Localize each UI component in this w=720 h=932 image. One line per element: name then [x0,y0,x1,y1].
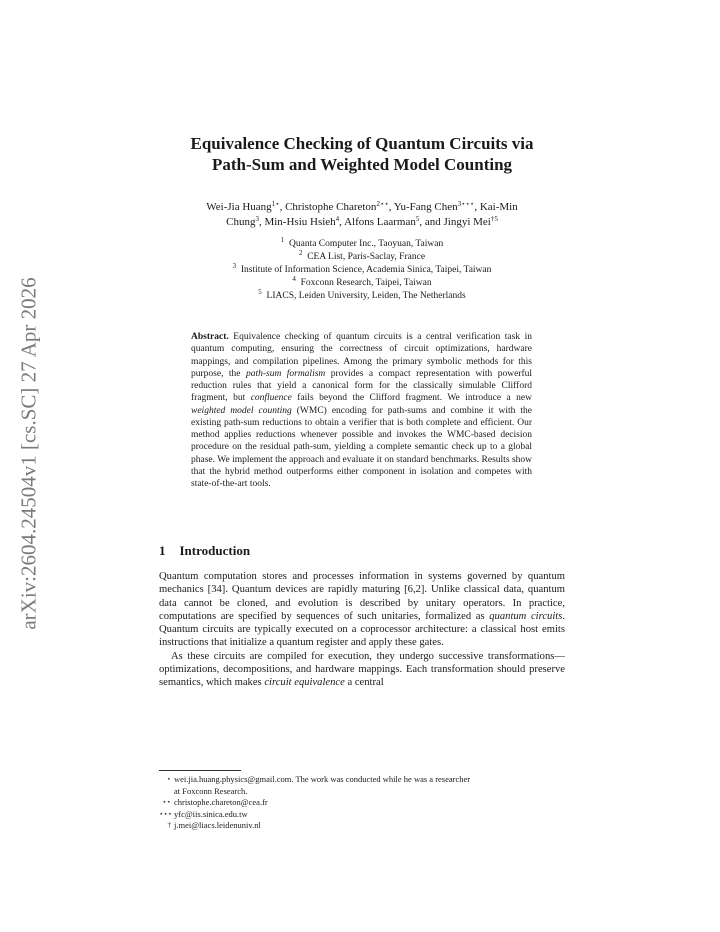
abstract-text: (WMC) encoding for path-sums and combine it with the existing path-sum reductions to obtain a verifier that is both complete and efficient. Our method applies reductions whenever possible and invokes the WMC-based decision procedure on the residual path-sum, yielding a complete semantic check up to a global phase. We implement the approach and evaluate it on standard benchmarks. Results show that the hybrid method outperforms either component in isolation and competes with state-of-the-art tools. [191,405,532,489]
affiliation-list [159,238,565,303]
arxiv-stamp [12,262,46,645]
arxiv-stamp-text: arXiv:2604.24504v1 [cs.SC] 27 Apr 2026 [16,277,41,630]
section-title: Introduction [179,543,251,558]
footnote-mark: ⋆ [166,775,171,783]
paper-title [159,133,565,175]
affiliation-item [159,251,565,264]
footnote-text: wei.jia.huang.physics@gmail.com. The work was conducted while he was a researcher [174,774,471,784]
footnote [159,820,565,832]
footnote-mark [159,786,174,798]
affiliation-text: CEA List, Paris-Saclay, France [307,252,426,262]
footnote [159,797,565,809]
paragraph [159,650,565,690]
body-text [159,570,565,690]
footnote-text: at Foxconn Research. [174,785,248,796]
affiliation-text: Quanta Computer Inc., Taoyuan, Taiwan [289,239,444,249]
author-list [159,200,565,230]
affiliation-mark: 5 [258,288,262,296]
footnote-mark: † [167,821,171,829]
abstract-text: fails beyond the Clifford fragment. We introduce a new [291,393,532,404]
abstract-emphasis: weighted model counting [191,405,292,416]
paragraph-text: As these circuits are compiled for execution, they undergo successive transformations—optimizations, decompositions, and hardware mappings. Each transformation should preserve semantics, which makes [159,650,565,689]
affiliation-text: Foxconn Research, Taipei, Taiwan [300,278,432,288]
author-name: Chung [226,216,256,228]
paragraph-emphasis: quantum circuits [489,610,563,622]
author-name: , Kai-Min [474,201,518,213]
author-mark: 3⋆⋆⋆ [457,200,475,208]
footnote-text: yfc@iis.sinica.edu.tw [174,808,248,819]
footnotes [159,774,565,832]
authors-line-2 [159,215,565,230]
paragraph-text: Quantum computation stores and processes information in systems governed by quantum mechanics [34]. Quantum devices are rapidly maturing [6,2]. Unlike classical data, quantum data cannot be cloned, and evolution is described by unitary operators. In practice, computations are specified by sequences of such unitaries, formalized as [159,571,565,622]
author-mark: †5 [490,215,498,223]
author-name: , and Jingyi Mei [419,216,491,228]
affiliation-mark: 2 [298,249,303,257]
author-name: , Yu-Fang Chen [388,201,458,213]
abstract-label: Abstract. [191,332,229,342]
author-mark: 1⋆ [271,200,280,208]
abstract-emphasis: confluence [250,393,292,404]
section-heading [159,543,250,559]
affiliation-text: LIACS, Leiden University, Leiden, The Netherlands [266,291,466,301]
footnote-rule [159,770,241,771]
footnote-mark: ⋆⋆ [162,798,171,806]
author-mark: 5 [415,215,420,223]
affiliation-mark: 3 [232,262,237,270]
section-number: 1 [159,543,166,558]
author-mark: 2⋆⋆ [376,200,389,208]
paragraph-text: a central [344,677,384,689]
author-name: Wei-Jia Huang [206,201,272,213]
affiliation-item [159,238,565,251]
authors-line-1 [159,200,565,215]
affiliation-text: Institute of Information Science, Academia Sinica, Taipei, Taiwan [240,265,492,275]
abstract-text: Equivalence checking of quantum circuits is a central verification task in quantum computing, ensuring the correctness of circuit optimizations, hardware mappings, and compilation pipelines. Among the primary symbolic methods for this purpose, the [191,332,532,379]
abstract [191,331,532,490]
author-mark: 3 [255,215,259,223]
abstract-text: provides a compact representation with powerful reduction rules that yield a canonical form for the classically simulable Clifford fragment, but [191,368,532,404]
author-name: , Alfons Laarman [339,216,416,228]
author-name: , Christophe Chareton [279,201,377,213]
paragraph-text: . Quantum circuits are typically executed on a coprocessor architecture: a classical host emits instructions that initialize a quantum register and apply these gates. [159,610,566,649]
title-line-2: Path-Sum and Weighted Model Counting [211,155,513,174]
paragraph-emphasis: circuit equivalence [264,677,345,689]
paragraph [159,570,565,650]
footnote [159,774,565,786]
affiliation-item [159,264,565,277]
author-mark: 4 [335,215,340,223]
footnote-text: christophe.chareton@cea.fr [174,797,268,807]
author-name: , Min-Hsiu Hsieh [258,216,336,228]
affiliation-mark: 4 [292,275,296,283]
affiliation-item [159,290,565,303]
affiliation-item [159,277,565,290]
footnote-text: j.mei@liacs.leidenuniv.nl [174,820,261,830]
footnote [159,809,565,821]
footnote-mark: ⋆⋆⋆ [159,809,173,818]
footnote-continuation [159,786,565,798]
abstract-emphasis: path-sum formalism [245,368,326,379]
title-line-1: Equivalence Checking of Quantum Circuits via [190,134,534,153]
affiliation-mark: 1 [280,236,285,244]
